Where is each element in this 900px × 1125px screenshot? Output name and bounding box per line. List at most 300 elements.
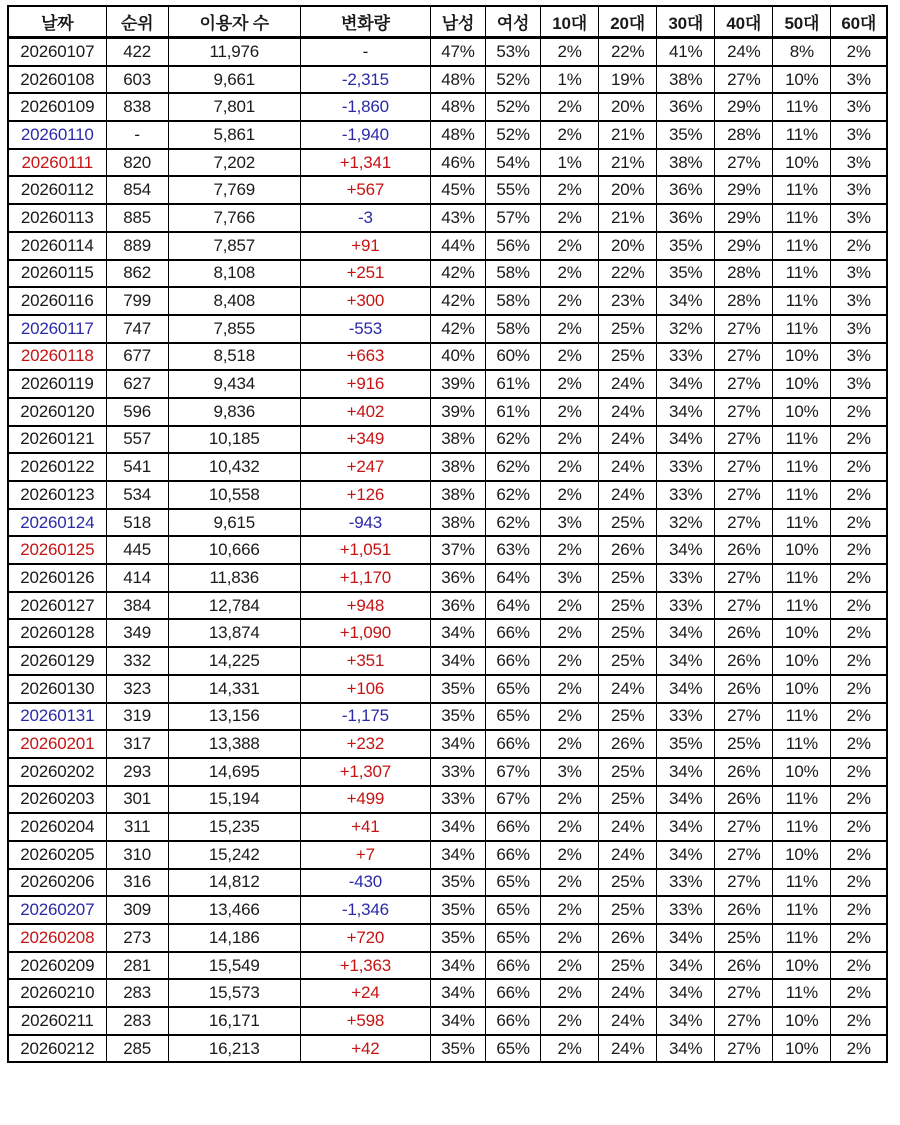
cell-age10: 2%	[541, 398, 599, 426]
cell-age10: 2%	[541, 869, 599, 897]
cell-rank: 273	[106, 924, 168, 952]
cell-female: 60%	[486, 343, 541, 371]
table-row	[8, 675, 887, 703]
cell-male: 34%	[430, 979, 485, 1007]
table-row	[8, 315, 887, 343]
cell-rank: 316	[106, 869, 168, 897]
cell-age30: 34%	[657, 924, 715, 952]
cell-age40: 26%	[715, 786, 773, 814]
cell-female: 61%	[486, 370, 541, 398]
cell-change: +106	[300, 675, 430, 703]
cell-age10: 2%	[541, 121, 599, 149]
cell-rank: 283	[106, 1007, 168, 1035]
cell-users: 8,108	[168, 260, 300, 288]
cell-change: +720	[300, 924, 430, 952]
cell-age20: 26%	[599, 536, 657, 564]
column-header-age40: 40대	[715, 6, 773, 38]
cell-age50: 11%	[773, 93, 831, 121]
cell-female: 58%	[486, 287, 541, 315]
cell-male: 35%	[430, 924, 485, 952]
cell-change: -430	[300, 869, 430, 897]
cell-age60: 2%	[831, 703, 887, 731]
cell-users: 13,388	[168, 730, 300, 758]
cell-age20: 25%	[599, 703, 657, 731]
cell-users: 9,615	[168, 509, 300, 537]
table-row	[8, 924, 887, 952]
table-row	[8, 592, 887, 620]
cell-age20: 23%	[599, 287, 657, 315]
cell-date: 20260129	[8, 647, 106, 675]
table-row	[8, 841, 887, 869]
cell-age60: 2%	[831, 924, 887, 952]
cell-age10: 2%	[541, 675, 599, 703]
cell-age30: 34%	[657, 1035, 715, 1063]
cell-change: +251	[300, 260, 430, 288]
cell-age10: 2%	[541, 619, 599, 647]
cell-age20: 20%	[599, 176, 657, 204]
cell-age50: 10%	[773, 647, 831, 675]
cell-date: 20260118	[8, 343, 106, 371]
cell-users: 12,784	[168, 592, 300, 620]
cell-age50: 11%	[773, 315, 831, 343]
cell-change: +42	[300, 1035, 430, 1063]
cell-change: +663	[300, 343, 430, 371]
cell-female: 58%	[486, 315, 541, 343]
cell-age50: 10%	[773, 343, 831, 371]
cell-age40: 27%	[715, 481, 773, 509]
cell-age40: 27%	[715, 343, 773, 371]
cell-rank: -	[106, 121, 168, 149]
table-row	[8, 38, 887, 66]
cell-age40: 27%	[715, 426, 773, 454]
cell-age30: 36%	[657, 176, 715, 204]
cell-age40: 26%	[715, 675, 773, 703]
cell-female: 66%	[486, 979, 541, 1007]
cell-age30: 32%	[657, 315, 715, 343]
cell-age10: 2%	[541, 370, 599, 398]
cell-age30: 34%	[657, 675, 715, 703]
table-row	[8, 370, 887, 398]
cell-female: 52%	[486, 121, 541, 149]
cell-age40: 24%	[715, 38, 773, 66]
cell-age20: 24%	[599, 426, 657, 454]
cell-date: 20260116	[8, 287, 106, 315]
cell-age20: 24%	[599, 1007, 657, 1035]
cell-female: 65%	[486, 675, 541, 703]
cell-age30: 34%	[657, 619, 715, 647]
cell-users: 14,812	[168, 869, 300, 897]
cell-age60: 2%	[831, 1035, 887, 1063]
cell-age60: 2%	[831, 758, 887, 786]
cell-age10: 2%	[541, 592, 599, 620]
cell-rank: 283	[106, 979, 168, 1007]
cell-male: 38%	[430, 481, 485, 509]
header-row	[8, 6, 887, 38]
cell-age50: 10%	[773, 952, 831, 980]
cell-date: 20260209	[8, 952, 106, 980]
cell-age10: 2%	[541, 315, 599, 343]
cell-users: 11,836	[168, 564, 300, 592]
table-row	[8, 1007, 887, 1035]
cell-date: 20260207	[8, 896, 106, 924]
cell-age40: 25%	[715, 924, 773, 952]
cell-date: 20260115	[8, 260, 106, 288]
cell-age30: 32%	[657, 509, 715, 537]
cell-date: 20260210	[8, 979, 106, 1007]
cell-female: 65%	[486, 703, 541, 731]
table-row	[8, 232, 887, 260]
cell-female: 64%	[486, 564, 541, 592]
cell-age10: 2%	[541, 38, 599, 66]
cell-users: 14,331	[168, 675, 300, 703]
cell-age20: 24%	[599, 1035, 657, 1063]
cell-rank: 557	[106, 426, 168, 454]
cell-users: 10,558	[168, 481, 300, 509]
cell-age50: 11%	[773, 564, 831, 592]
cell-age10: 2%	[541, 260, 599, 288]
cell-age10: 2%	[541, 232, 599, 260]
cell-age30: 33%	[657, 592, 715, 620]
cell-users: 15,194	[168, 786, 300, 814]
cell-age60: 2%	[831, 398, 887, 426]
cell-female: 65%	[486, 924, 541, 952]
cell-female: 66%	[486, 813, 541, 841]
cell-change: +1,307	[300, 758, 430, 786]
cell-age10: 2%	[541, 1035, 599, 1063]
cell-female: 63%	[486, 536, 541, 564]
table-row	[8, 758, 887, 786]
cell-male: 33%	[430, 758, 485, 786]
cell-age30: 34%	[657, 813, 715, 841]
cell-age30: 35%	[657, 260, 715, 288]
cell-age60: 2%	[831, 232, 887, 260]
cell-rank: 603	[106, 66, 168, 94]
cell-age60: 2%	[831, 509, 887, 537]
cell-age60: 3%	[831, 176, 887, 204]
cell-age10: 2%	[541, 952, 599, 980]
cell-female: 54%	[486, 149, 541, 177]
cell-male: 39%	[430, 370, 485, 398]
cell-age60: 2%	[831, 1007, 887, 1035]
cell-rank: 310	[106, 841, 168, 869]
cell-age20: 24%	[599, 481, 657, 509]
cell-users: 14,225	[168, 647, 300, 675]
cell-users: 15,549	[168, 952, 300, 980]
cell-rank: 317	[106, 730, 168, 758]
cell-age30: 33%	[657, 343, 715, 371]
cell-age20: 21%	[599, 121, 657, 149]
cell-users: 10,666	[168, 536, 300, 564]
cell-date: 20260124	[8, 509, 106, 537]
cell-age10: 2%	[541, 453, 599, 481]
cell-age50: 11%	[773, 703, 831, 731]
cell-change: -	[300, 38, 430, 66]
cell-change: +232	[300, 730, 430, 758]
table-row	[8, 647, 887, 675]
column-header-age60: 60대	[831, 6, 887, 38]
cell-male: 44%	[430, 232, 485, 260]
table-row	[8, 730, 887, 758]
cell-age50: 11%	[773, 896, 831, 924]
cell-age20: 25%	[599, 786, 657, 814]
cell-age20: 19%	[599, 66, 657, 94]
cell-rank: 422	[106, 38, 168, 66]
table-row	[8, 260, 887, 288]
cell-rank: 534	[106, 481, 168, 509]
cell-male: 34%	[430, 730, 485, 758]
cell-age20: 26%	[599, 924, 657, 952]
cell-male: 38%	[430, 453, 485, 481]
cell-age40: 25%	[715, 730, 773, 758]
cell-users: 15,235	[168, 813, 300, 841]
cell-date: 20260208	[8, 924, 106, 952]
column-header-age20: 20대	[599, 6, 657, 38]
cell-change: +948	[300, 592, 430, 620]
cell-age50: 11%	[773, 232, 831, 260]
cell-age20: 22%	[599, 38, 657, 66]
cell-age40: 26%	[715, 619, 773, 647]
cell-age50: 11%	[773, 924, 831, 952]
table-row	[8, 1035, 887, 1063]
cell-age20: 22%	[599, 260, 657, 288]
cell-rank: 541	[106, 453, 168, 481]
cell-age10: 2%	[541, 287, 599, 315]
cell-users: 10,185	[168, 426, 300, 454]
cell-users: 9,661	[168, 66, 300, 94]
cell-male: 34%	[430, 647, 485, 675]
cell-age20: 25%	[599, 896, 657, 924]
cell-date: 20260202	[8, 758, 106, 786]
cell-age60: 2%	[831, 869, 887, 897]
column-header-users: 이용자 수	[168, 6, 300, 38]
cell-female: 64%	[486, 592, 541, 620]
cell-age60: 3%	[831, 315, 887, 343]
cell-male: 33%	[430, 786, 485, 814]
cell-age20: 25%	[599, 952, 657, 980]
table-row	[8, 343, 887, 371]
cell-age60: 3%	[831, 66, 887, 94]
cell-age10: 2%	[541, 343, 599, 371]
cell-rank: 384	[106, 592, 168, 620]
cell-change: +499	[300, 786, 430, 814]
cell-change: -2,315	[300, 66, 430, 94]
cell-change: +300	[300, 287, 430, 315]
table-row	[8, 952, 887, 980]
cell-age40: 27%	[715, 149, 773, 177]
cell-female: 62%	[486, 509, 541, 537]
cell-date: 20260108	[8, 66, 106, 94]
column-header-date: 날짜	[8, 6, 106, 38]
cell-female: 58%	[486, 260, 541, 288]
cell-date: 20260201	[8, 730, 106, 758]
cell-age40: 27%	[715, 592, 773, 620]
cell-users: 7,202	[168, 149, 300, 177]
daily-stats-page	[0, 5, 900, 1125]
cell-age20: 24%	[599, 398, 657, 426]
cell-female: 57%	[486, 204, 541, 232]
cell-rank: 518	[106, 509, 168, 537]
cell-age50: 10%	[773, 841, 831, 869]
cell-age30: 33%	[657, 453, 715, 481]
cell-age50: 11%	[773, 979, 831, 1007]
cell-age50: 11%	[773, 287, 831, 315]
cell-age30: 34%	[657, 370, 715, 398]
cell-age10: 1%	[541, 66, 599, 94]
cell-age10: 2%	[541, 93, 599, 121]
cell-female: 66%	[486, 730, 541, 758]
cell-date: 20260114	[8, 232, 106, 260]
cell-change: +598	[300, 1007, 430, 1035]
table-body	[8, 38, 887, 1063]
cell-age10: 3%	[541, 509, 599, 537]
cell-age30: 41%	[657, 38, 715, 66]
table-header	[8, 6, 887, 38]
cell-date: 20260111	[8, 149, 106, 177]
cell-users: 13,466	[168, 896, 300, 924]
cell-female: 67%	[486, 786, 541, 814]
cell-age20: 24%	[599, 813, 657, 841]
cell-age30: 34%	[657, 841, 715, 869]
cell-change: -1,346	[300, 896, 430, 924]
cell-age10: 1%	[541, 149, 599, 177]
cell-age10: 2%	[541, 647, 599, 675]
cell-male: 35%	[430, 1035, 485, 1063]
cell-age50: 10%	[773, 66, 831, 94]
cell-age60: 3%	[831, 149, 887, 177]
cell-date: 20260121	[8, 426, 106, 454]
cell-male: 39%	[430, 398, 485, 426]
cell-age60: 2%	[831, 536, 887, 564]
cell-date: 20260125	[8, 536, 106, 564]
cell-age50: 10%	[773, 758, 831, 786]
cell-rank: 414	[106, 564, 168, 592]
cell-age20: 20%	[599, 232, 657, 260]
cell-age20: 24%	[599, 979, 657, 1007]
cell-age10: 3%	[541, 758, 599, 786]
cell-users: 7,855	[168, 315, 300, 343]
cell-rank: 309	[106, 896, 168, 924]
cell-change: +402	[300, 398, 430, 426]
cell-age50: 10%	[773, 619, 831, 647]
cell-age50: 10%	[773, 398, 831, 426]
cell-age30: 33%	[657, 564, 715, 592]
cell-users: 14,695	[168, 758, 300, 786]
daily-user-stats-table	[7, 5, 888, 1063]
cell-change: -1,860	[300, 93, 430, 121]
cell-age50: 10%	[773, 536, 831, 564]
cell-users: 7,801	[168, 93, 300, 121]
cell-female: 65%	[486, 1035, 541, 1063]
cell-change: +349	[300, 426, 430, 454]
cell-change: +1,170	[300, 564, 430, 592]
table-row	[8, 509, 887, 537]
cell-female: 52%	[486, 66, 541, 94]
cell-female: 56%	[486, 232, 541, 260]
cell-male: 36%	[430, 564, 485, 592]
cell-age60: 3%	[831, 370, 887, 398]
cell-age60: 2%	[831, 619, 887, 647]
cell-male: 40%	[430, 343, 485, 371]
column-header-age10: 10대	[541, 6, 599, 38]
cell-users: 13,156	[168, 703, 300, 731]
cell-rank: 854	[106, 176, 168, 204]
cell-date: 20260110	[8, 121, 106, 149]
cell-age40: 28%	[715, 287, 773, 315]
cell-rank: 311	[106, 813, 168, 841]
cell-date: 20260128	[8, 619, 106, 647]
cell-female: 66%	[486, 952, 541, 980]
cell-male: 48%	[430, 121, 485, 149]
cell-users: 9,836	[168, 398, 300, 426]
cell-female: 67%	[486, 758, 541, 786]
cell-age60: 2%	[831, 481, 887, 509]
cell-age30: 34%	[657, 952, 715, 980]
cell-rank: 862	[106, 260, 168, 288]
cell-date: 20260212	[8, 1035, 106, 1063]
cell-female: 66%	[486, 841, 541, 869]
cell-users: 8,408	[168, 287, 300, 315]
cell-age50: 11%	[773, 121, 831, 149]
cell-rank: 885	[106, 204, 168, 232]
cell-age40: 27%	[715, 703, 773, 731]
cell-age50: 10%	[773, 675, 831, 703]
cell-male: 48%	[430, 66, 485, 94]
cell-change: +1,363	[300, 952, 430, 980]
cell-users: 15,242	[168, 841, 300, 869]
cell-age60: 3%	[831, 204, 887, 232]
cell-age30: 33%	[657, 703, 715, 731]
cell-rank: 747	[106, 315, 168, 343]
cell-age20: 26%	[599, 730, 657, 758]
cell-age30: 33%	[657, 869, 715, 897]
table-row	[8, 703, 887, 731]
cell-age30: 33%	[657, 896, 715, 924]
cell-age10: 2%	[541, 703, 599, 731]
cell-female: 62%	[486, 481, 541, 509]
cell-change: +41	[300, 813, 430, 841]
cell-age60: 3%	[831, 287, 887, 315]
cell-rank: 799	[106, 287, 168, 315]
cell-age40: 27%	[715, 564, 773, 592]
table-row	[8, 149, 887, 177]
cell-female: 62%	[486, 453, 541, 481]
cell-change: +916	[300, 370, 430, 398]
cell-age60: 2%	[831, 453, 887, 481]
column-header-rank: 순위	[106, 6, 168, 38]
cell-female: 65%	[486, 896, 541, 924]
cell-users: 7,766	[168, 204, 300, 232]
cell-date: 20260112	[8, 176, 106, 204]
cell-rank: 838	[106, 93, 168, 121]
cell-change: +126	[300, 481, 430, 509]
cell-age60: 3%	[831, 121, 887, 149]
cell-age40: 26%	[715, 536, 773, 564]
cell-users: 7,857	[168, 232, 300, 260]
table-row	[8, 896, 887, 924]
table-row	[8, 536, 887, 564]
cell-age50: 10%	[773, 1007, 831, 1035]
cell-date: 20260203	[8, 786, 106, 814]
cell-change: +24	[300, 979, 430, 1007]
cell-age30: 34%	[657, 1007, 715, 1035]
cell-age60: 2%	[831, 813, 887, 841]
cell-female: 52%	[486, 93, 541, 121]
cell-rank: 293	[106, 758, 168, 786]
cell-age40: 27%	[715, 813, 773, 841]
cell-date: 20260126	[8, 564, 106, 592]
table-row	[8, 121, 887, 149]
cell-age40: 26%	[715, 647, 773, 675]
